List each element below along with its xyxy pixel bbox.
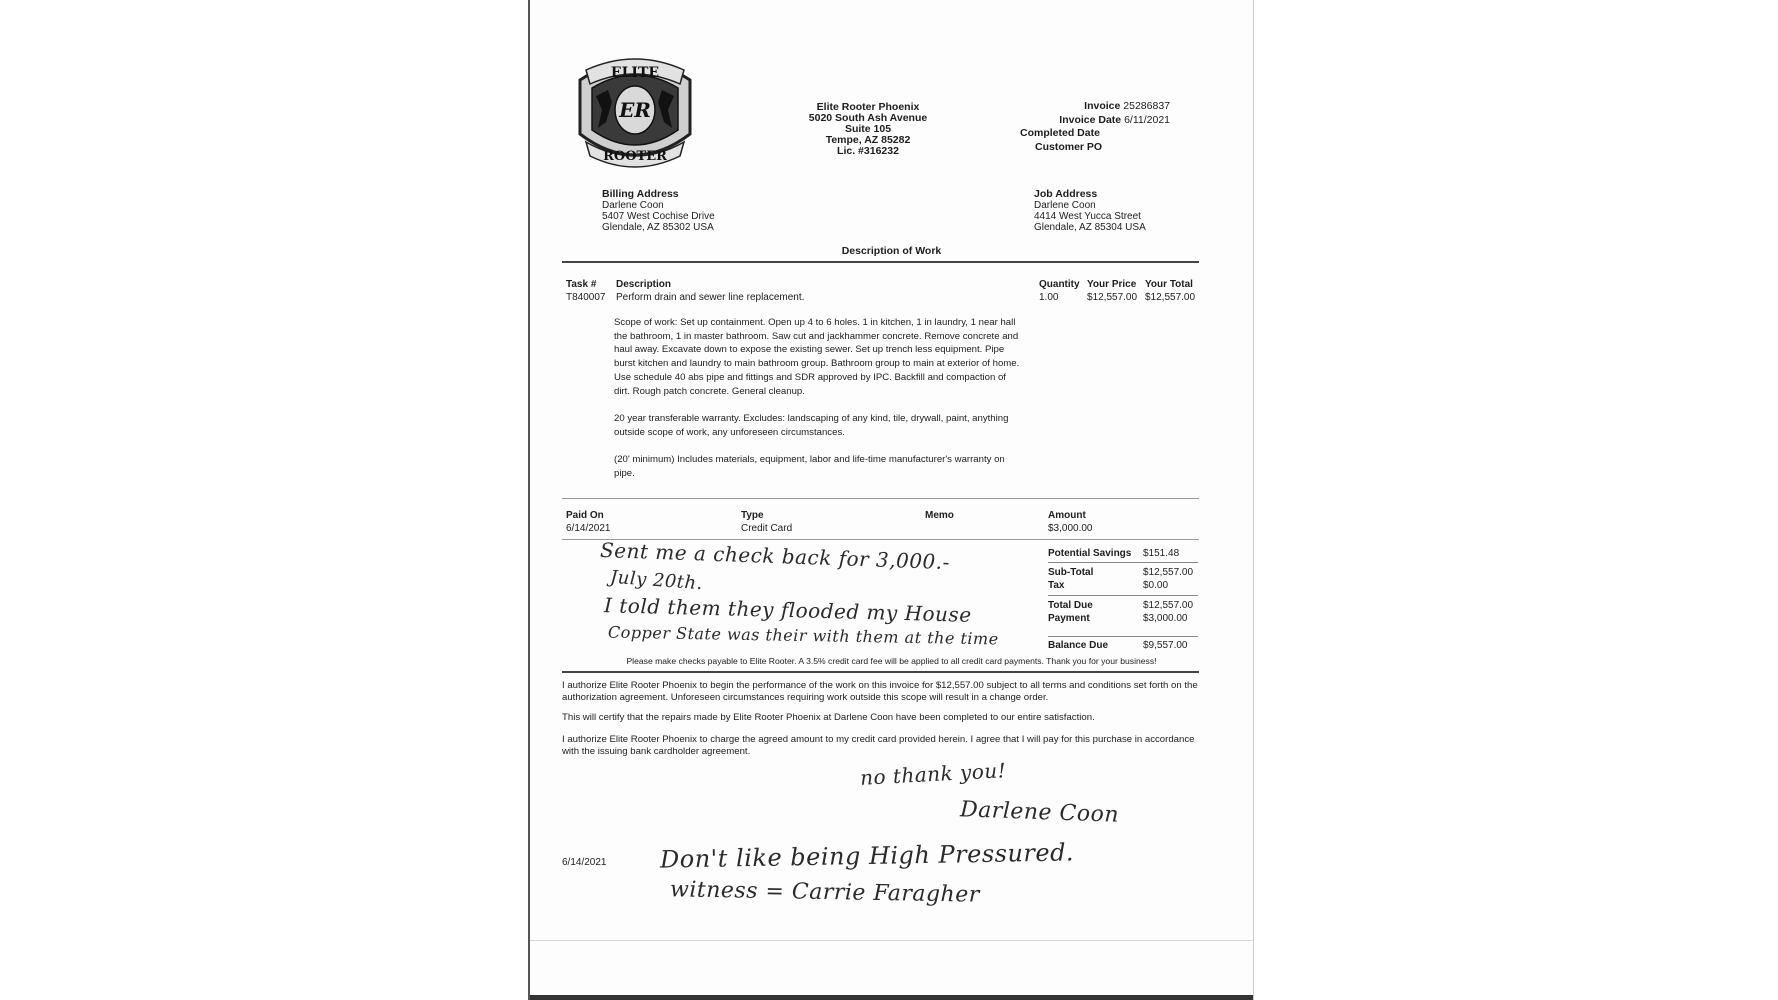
scan-bottom-edge — [530, 995, 1253, 1000]
total-due-label: Total Due — [1048, 600, 1093, 611]
invoice-page — [528, 0, 1254, 1000]
totals-line — [1048, 595, 1198, 596]
th-quantity: Quantity — [1039, 279, 1080, 290]
job-title: Job Address — [1034, 188, 1098, 200]
handwritten-copper-state-note: Copper State was their with them at the time — [607, 622, 999, 649]
totals-line — [1048, 636, 1198, 637]
certification-paragraph: This will certify that the repairs made by Elite Rooter Phoenix at Darlene Coon have been completed to our entire satisfaction. — [562, 712, 1095, 723]
company-block — [788, 102, 948, 157]
elite-rooter-logo — [572, 50, 698, 172]
page-bottom-rule — [530, 940, 1253, 941]
logo-top-text: ELITE — [610, 65, 660, 81]
totals-line — [1048, 562, 1198, 563]
task-total: $12,557.00 — [1145, 292, 1196, 303]
handwritten-check-note: Sent me a check back for 3,000.- — [599, 537, 951, 575]
potential-savings-value: $151.48 — [1143, 548, 1180, 559]
signature-date: 6/14/2021 — [562, 857, 607, 868]
invoice-number-row — [1010, 100, 1170, 114]
th-paid-on: Paid On — [566, 510, 604, 521]
task-description: Perform drain and sewer line replacement. — [616, 292, 805, 303]
invoice-number: 25286837 — [1123, 100, 1170, 112]
th-your-price: Your Price — [1087, 279, 1137, 290]
th-task: Task # — [566, 279, 597, 290]
company-license: Lic. #316232 — [837, 145, 899, 157]
balance-due-label: Balance Due — [1048, 640, 1109, 651]
authorization-paragraph: I authorize Elite Rooter Phoenix to begin the performance of the work on this invoice for $12,557.00 subject to all terms and conditions set forth on the authorization agreement. Unforeseen circumstances requiring work outside this scope will result in a change order. — [562, 680, 1198, 703]
handwritten-no-thank-you: no thank you! — [859, 758, 1007, 790]
scope-paragraph: Scope of work: Set up containment. Open up 4 to 6 holes. 1 in kitchen, 1 in laundry, 1 near hall the bathroom, 1 in master bathroom. Saw cut and jackhammer concrete. Remove concrete and haul away. Excavate down to expose the existing sewer. Set up trench less equipment. Pipe burst kitchen and laundry to main bathroom group. Bathroom group to main at exterior of home. Use schedule 40 abs pipe and fittings and SDR approved by IPC. Backfill and compaction of dirt. Rough patch concrete. General cleanup. — [614, 317, 1020, 397]
divider-legal — [562, 671, 1199, 673]
balance-due-value: $9,557.00 — [1143, 640, 1188, 651]
payment-amount: $3,000.00 — [1048, 523, 1093, 534]
logo-bottom-text: ROOTER — [603, 149, 667, 164]
handwritten-pressure-note: Don't like being High Pressured. — [659, 838, 1075, 874]
tax-value: $0.00 — [1143, 580, 1169, 591]
customer-po-label: Customer PO — [1035, 140, 1103, 153]
task-number: T840007 — [566, 292, 606, 303]
tax-label: Tax — [1048, 580, 1065, 591]
invoice-date-row — [1010, 114, 1170, 128]
company-name: Elite Rooter Phoenix — [816, 101, 920, 113]
payment-date: 6/14/2021 — [566, 523, 611, 534]
invoice-date-label: Invoice Date — [1059, 113, 1122, 126]
scope-of-work — [614, 316, 1024, 494]
th-memo: Memo — [925, 510, 954, 521]
billing-name: Darlene Coon — [602, 200, 664, 211]
handwritten-witness: witness = Carrie Faragher — [669, 877, 980, 908]
checks-payable-note: Please make checks payable to Elite Rooter. A 3.5% credit card fee will be applied to all credit card payments. Thank you for your business! — [626, 656, 1157, 666]
billing-city: Glendale, AZ 85302 USA — [602, 222, 714, 233]
job-name: Darlene Coon — [1034, 200, 1096, 211]
subtotal-value: $12,557.00 — [1143, 567, 1194, 578]
payment-label: Payment — [1048, 613, 1090, 624]
billing-title: Billing Address — [602, 188, 679, 200]
payment-type: Credit Card — [741, 523, 793, 534]
potential-savings-label: Potential Savings — [1048, 548, 1132, 559]
th-description: Description — [616, 279, 672, 290]
divider-top — [562, 261, 1199, 263]
invoice-number-label: Invoice — [1084, 100, 1121, 112]
logo-initials: ER — [619, 98, 651, 122]
company-city: Tempe, AZ 85282 — [825, 134, 911, 146]
minimum-paragraph: (20' minimum) Includes materials, equipment, labor and life-time manufacturer's warranty on pipe. — [614, 454, 1005, 479]
divider-payments — [562, 498, 1199, 499]
customer-signature: Darlene Coon — [959, 797, 1120, 828]
billing-street: 5407 West Cochise Drive — [602, 211, 715, 222]
th-amount: Amount — [1048, 510, 1086, 521]
warranty-paragraph: 20 year transferable warranty. Excludes: landscaping of any kind, tile, drywall, paint, anything outside scope of work, any unforeseen circumstances. — [614, 412, 1009, 438]
total-due-value: $12,557.00 — [1143, 600, 1194, 611]
handwritten-flooded-note: I told them they flooded my House — [603, 593, 972, 627]
completed-date-label: Completed Date — [1020, 127, 1100, 139]
job-address — [1034, 189, 1146, 233]
subtotal-label: Sub-Total — [1048, 567, 1094, 578]
company-street: 5020 South Ash Avenue — [808, 112, 928, 124]
task-price: $12,557.00 — [1087, 292, 1138, 303]
handwritten-date-note: July 20th. — [609, 566, 704, 595]
card-authorization-paragraph: I authorize Elite Rooter Phoenix to charge the agreed amount to my credit card provided herein. I agree that I will pay for this purchase in accordance with the issuing bank cardholder agreement. — [562, 734, 1195, 757]
invoice-info — [1010, 100, 1170, 154]
company-suite: Suite 105 — [844, 123, 892, 135]
job-street: 4414 West Yucca Street — [1034, 211, 1141, 222]
job-city: Glendale, AZ 85304 USA — [1034, 222, 1146, 233]
payment-value: $3,000.00 — [1143, 613, 1188, 624]
th-type: Type — [741, 510, 764, 521]
th-your-total: Your Total — [1145, 279, 1193, 290]
billing-address — [602, 189, 715, 233]
invoice-date: 6/11/2021 — [1124, 113, 1170, 126]
description-of-work-title: Description of Work — [841, 245, 942, 257]
task-quantity: 1.00 — [1039, 292, 1059, 303]
